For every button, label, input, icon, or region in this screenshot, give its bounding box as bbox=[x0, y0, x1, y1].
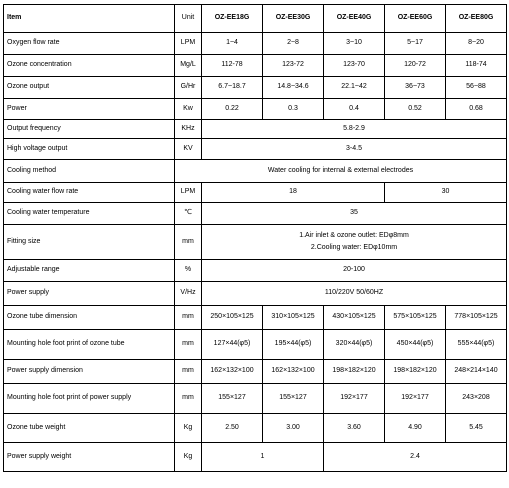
fitting-line-2: 2.Cooling water: EDφ10mm bbox=[310, 243, 398, 251]
cell-value: 0.3 bbox=[263, 99, 324, 120]
cell-value: 250×105×125 bbox=[202, 306, 263, 330]
cell-value: 162×132×100 bbox=[263, 360, 324, 384]
row-unit: LPM bbox=[175, 183, 202, 203]
cell-value: 248×214×140 bbox=[446, 360, 507, 384]
cell-value: 3-4.5 bbox=[202, 139, 507, 160]
cell-value: 3.00 bbox=[263, 414, 324, 443]
table-row bbox=[4, 225, 507, 260]
table-row bbox=[4, 55, 507, 77]
header-model: OZ-EE18G bbox=[202, 5, 263, 33]
table-row bbox=[4, 384, 507, 414]
cell-value: 575×105×125 bbox=[385, 306, 446, 330]
cell-value: 198×182×120 bbox=[385, 360, 446, 384]
row-unit: mm bbox=[175, 360, 202, 384]
row-label: Fitting size bbox=[4, 225, 175, 260]
header-model: OZ-EE40G bbox=[324, 5, 385, 33]
cell-value: 310×105×125 bbox=[263, 306, 324, 330]
cell-value: 555×44(φ5) bbox=[446, 330, 507, 360]
cell-value: 0.22 bbox=[202, 99, 263, 120]
row-label: Ozone output bbox=[4, 77, 175, 99]
row-unit: Mg/L bbox=[175, 55, 202, 77]
cell-value: 320×44(φ5) bbox=[324, 330, 385, 360]
row-label: Mounting hole foot print of ozone tube bbox=[4, 330, 175, 360]
cell-value: 430×105×125 bbox=[324, 306, 385, 330]
cell-value: 195×44(φ5) bbox=[263, 330, 324, 360]
row-unit: Kw bbox=[175, 99, 202, 120]
cell-value: 20-100 bbox=[202, 260, 507, 282]
cell-value: 243×208 bbox=[446, 384, 507, 414]
cell-value: 118-74 bbox=[446, 55, 507, 77]
cell-value: 0.52 bbox=[385, 99, 446, 120]
cell-value: 162×132×100 bbox=[202, 360, 263, 384]
cell-value: 1 bbox=[202, 443, 324, 472]
header-model: OZ-EE30G bbox=[263, 5, 324, 33]
cell-value: 0.68 bbox=[446, 99, 507, 120]
cell-value: 5~17 bbox=[385, 33, 446, 55]
cell-value: 5.8-2.9 bbox=[202, 120, 507, 139]
row-label: Oxygen flow rate bbox=[4, 33, 175, 55]
row-label: Ozone concentration bbox=[4, 55, 175, 77]
row-label: Mounting hole foot print of power supply bbox=[4, 384, 175, 414]
row-unit: LPM bbox=[175, 33, 202, 55]
cell-value: 2.4 bbox=[324, 443, 507, 472]
table-row bbox=[4, 183, 507, 203]
cell-value: 22.1~42 bbox=[324, 77, 385, 99]
row-unit: KV bbox=[175, 139, 202, 160]
cell-value: 192×177 bbox=[385, 384, 446, 414]
cell-value: 450×44(φ5) bbox=[385, 330, 446, 360]
table-header-row bbox=[4, 5, 507, 33]
row-unit: mm bbox=[175, 225, 202, 260]
cell-value: 5.45 bbox=[446, 414, 507, 443]
header-item: Item bbox=[4, 5, 175, 33]
table-row bbox=[4, 99, 507, 120]
cell-value: 0.4 bbox=[324, 99, 385, 120]
table-row bbox=[4, 282, 507, 306]
cell-value: 123-70 bbox=[324, 55, 385, 77]
cell-value: Water cooling for internal & external electrodes bbox=[175, 160, 507, 183]
cell-value: 198×182×120 bbox=[324, 360, 385, 384]
row-unit: mm bbox=[175, 384, 202, 414]
table-row bbox=[4, 330, 507, 360]
row-unit: G/Hr bbox=[175, 77, 202, 99]
row-label: Power supply dimension bbox=[4, 360, 175, 384]
row-unit: ℃ bbox=[175, 203, 202, 225]
cell-value bbox=[202, 225, 507, 260]
row-label: High voltage output bbox=[4, 139, 175, 160]
cell-value: 2~8 bbox=[263, 33, 324, 55]
row-label: Power bbox=[4, 99, 175, 120]
row-label: Power supply weight bbox=[4, 443, 175, 472]
row-label: Cooling method bbox=[4, 160, 175, 183]
cell-value: 4.90 bbox=[385, 414, 446, 443]
cell-value: 778×105×125 bbox=[446, 306, 507, 330]
row-unit: mm bbox=[175, 330, 202, 360]
row-label: Cooling water temperature bbox=[4, 203, 175, 225]
cell-value: 14.8~34.6 bbox=[263, 77, 324, 99]
cell-value: 155×127 bbox=[263, 384, 324, 414]
header-model: OZ-EE80G bbox=[446, 5, 507, 33]
table-row bbox=[4, 77, 507, 99]
header-unit: Unit bbox=[175, 5, 202, 33]
spec-table-container bbox=[3, 4, 507, 472]
row-label: Ozone tube weight bbox=[4, 414, 175, 443]
cell-value: 127×44(φ5) bbox=[202, 330, 263, 360]
cell-value: 2.50 bbox=[202, 414, 263, 443]
table-row bbox=[4, 139, 507, 160]
cell-value: 18 bbox=[202, 183, 385, 203]
cell-value: 30 bbox=[385, 183, 507, 203]
cell-value: 3.60 bbox=[324, 414, 385, 443]
cell-value: 123-72 bbox=[263, 55, 324, 77]
cell-value: 3~10 bbox=[324, 33, 385, 55]
row-unit: Kg bbox=[175, 414, 202, 443]
cell-value: 192×177 bbox=[324, 384, 385, 414]
row-label: Output frequency bbox=[4, 120, 175, 139]
cell-value: 120-72 bbox=[385, 55, 446, 77]
cell-value: 110/220V 50/60HZ bbox=[202, 282, 507, 306]
row-unit: mm bbox=[175, 306, 202, 330]
table-row bbox=[4, 203, 507, 225]
cell-value: 155×127 bbox=[202, 384, 263, 414]
table-row bbox=[4, 260, 507, 282]
cell-value: 112-78 bbox=[202, 55, 263, 77]
table-row bbox=[4, 33, 507, 55]
cell-value: 1~4 bbox=[202, 33, 263, 55]
table-row bbox=[4, 360, 507, 384]
row-unit: % bbox=[175, 260, 202, 282]
fitting-line-1: 1.Air inlet & ozone outlet: EDφ8mm bbox=[299, 232, 409, 240]
row-label: Adjustable range bbox=[4, 260, 175, 282]
cell-value: 56~88 bbox=[446, 77, 507, 99]
cell-value: 8~20 bbox=[446, 33, 507, 55]
table-row bbox=[4, 160, 507, 183]
header-model: OZ-EE60G bbox=[385, 5, 446, 33]
row-label: Power supply bbox=[4, 282, 175, 306]
row-unit: KHz bbox=[175, 120, 202, 139]
table-row bbox=[4, 306, 507, 330]
spec-table bbox=[3, 4, 507, 472]
row-label: Ozone tube dimension bbox=[4, 306, 175, 330]
table-row bbox=[4, 443, 507, 472]
row-unit: Kg bbox=[175, 443, 202, 472]
cell-value: 6.7~18.7 bbox=[202, 77, 263, 99]
table-row bbox=[4, 120, 507, 139]
table-row bbox=[4, 414, 507, 443]
row-label: Cooling water flow rate bbox=[4, 183, 175, 203]
cell-value: 35 bbox=[202, 203, 507, 225]
cell-value: 36~73 bbox=[385, 77, 446, 99]
row-unit: V/Hz bbox=[175, 282, 202, 306]
